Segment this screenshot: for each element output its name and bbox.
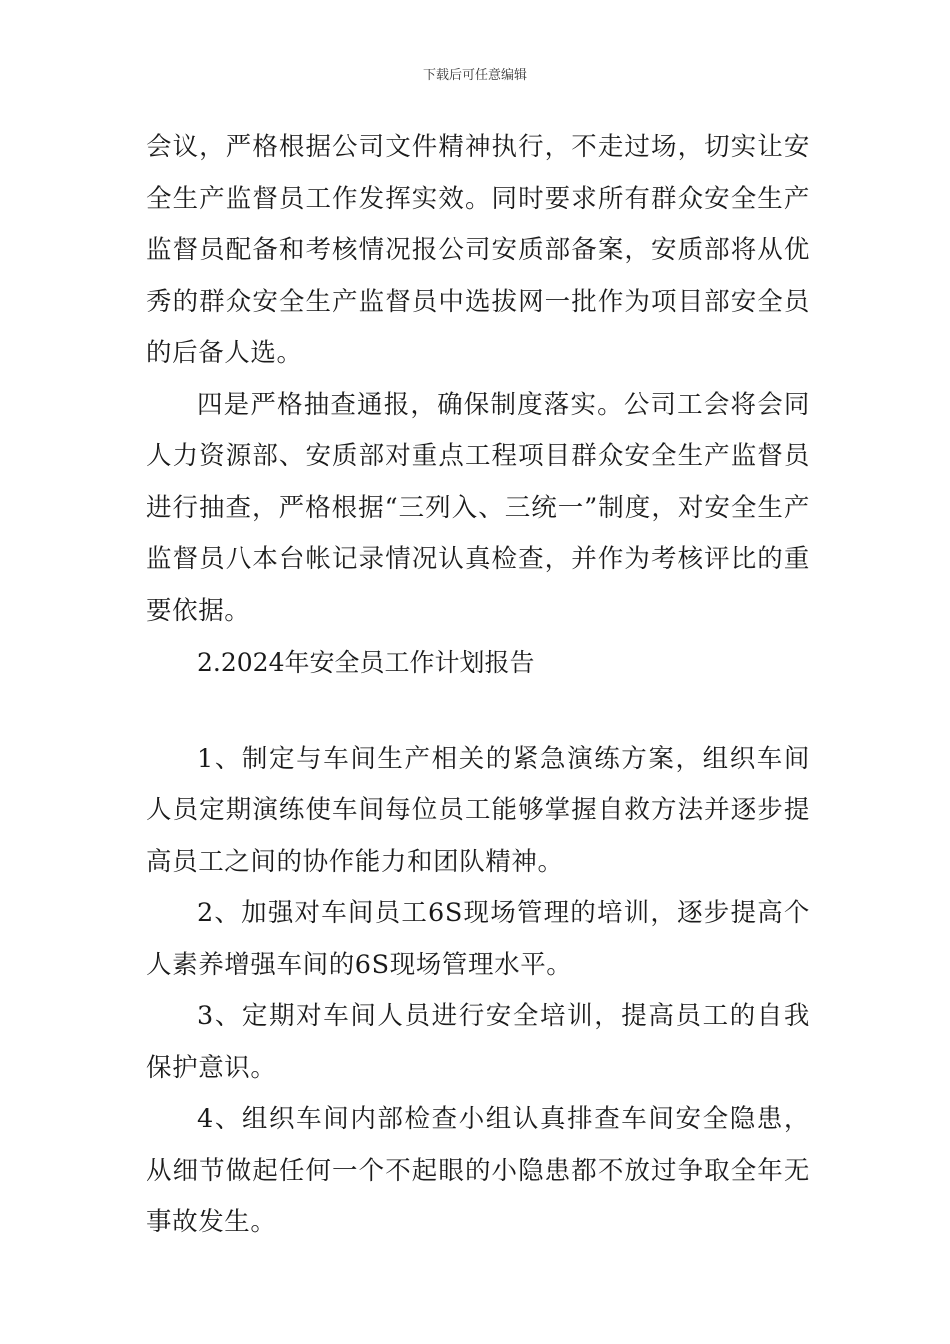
section-heading: 2.2024年安全员工作计划报告 bbox=[197, 648, 535, 677]
plan-item: 2、加强对车间员工6S现场管理的培训，逐步提高个人素养增强车间的6S现场管理水平。 bbox=[146, 898, 810, 980]
plan-item: 4、组织车间内部检查小组认真排查车间安全隐患，从细节做起任何一个不起眼的小隐患都不放过争取全年无事故发生。 bbox=[146, 1104, 810, 1237]
header-note: 下载后可任意编辑 bbox=[422, 68, 527, 83]
paragraph-continuation: 会议，严格根据公司文件精神执行，不走过场，切实让安全生产监督员工作发挥实效。同时要求所有群众安全生产监督员配备和考核情况报公司安质部备案，安质部将从优秀的群众安全生产监督员中选拔网一批作为项目部安全员的后备人选。 bbox=[146, 132, 810, 368]
plan-item: 3、定期对车间人员进行安全培训，提高员工的自我保护意识。 bbox=[146, 1001, 810, 1083]
plan-item: 1、制定与车间生产相关的紧急演练方案，组织车间人员定期演练使车间每位员工能够掌握自救方法并逐步提高员工之间的协作能力和团队精神。 bbox=[146, 743, 810, 877]
document-body bbox=[146, 122, 810, 1249]
paragraph-inspection: 四是严格抽查通报，确保制度落实。公司工会将会同人力资源部、安质部对重点工程项目群众安全生产监督员进行抽查，严格根据“三列入、三统一”制度，对安全生产监督员八本台帐记录情况认真检查，并作为考核评比的重要依据。 bbox=[146, 389, 810, 626]
section-gap bbox=[146, 689, 810, 734]
